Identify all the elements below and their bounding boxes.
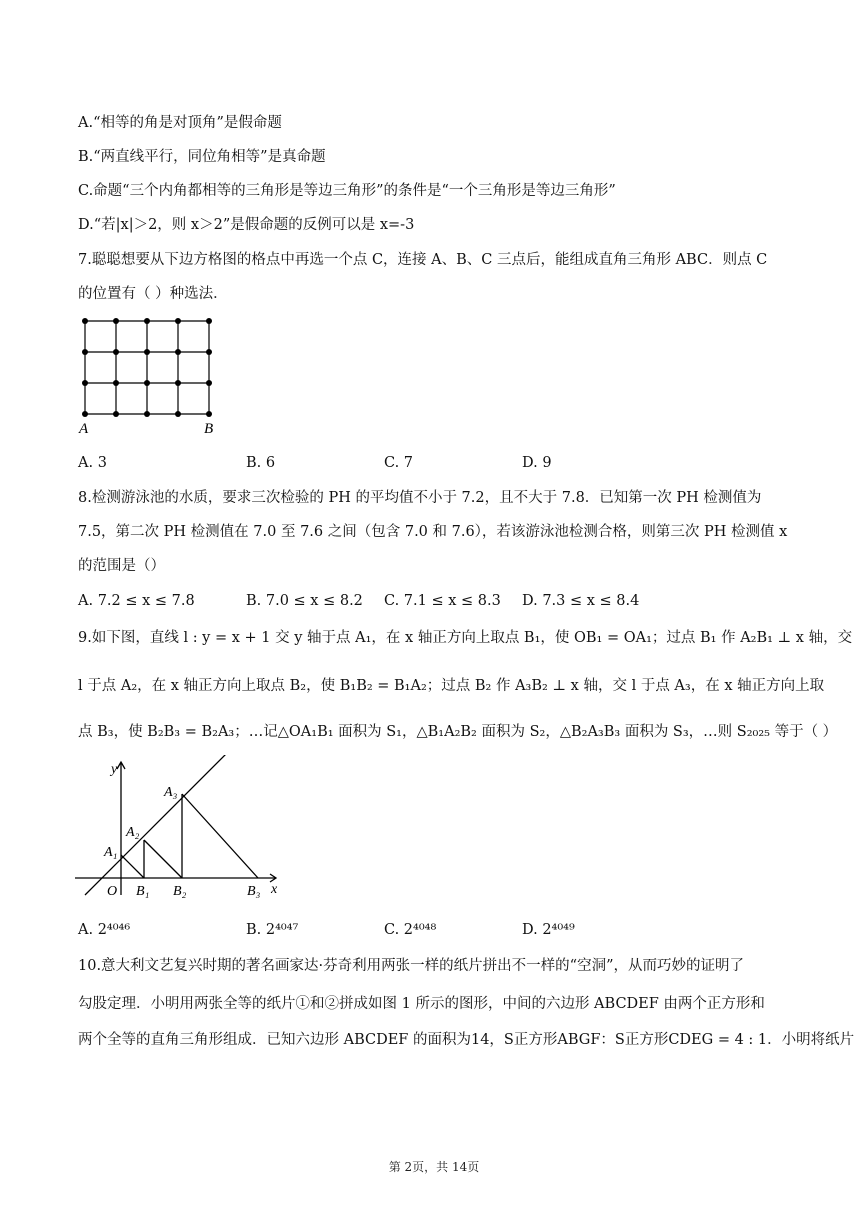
q8-stem-line2: 7.5，第二次 PH 检测值在 7.0 至 7.6 之间（包含 7.0 和 7.6），若该游泳池检测合格，则第三次 PH 检测值 x bbox=[78, 524, 788, 540]
q8-options bbox=[78, 591, 798, 611]
q9-options bbox=[78, 920, 798, 940]
q9-label-y: y bbox=[111, 762, 118, 777]
q9-option-c: C. 2⁴⁰⁴⁸ bbox=[384, 922, 437, 938]
q6-option-d: D.“若|x|＞2，则 x＞2”是假命题的反例可以是 x=-3 bbox=[78, 217, 415, 233]
q7-options bbox=[78, 453, 798, 473]
page-footer: 第 2页，共 14页 bbox=[388, 1160, 480, 1174]
q8-option-d: D. 7.3 ≤ x ≤ 8.4 bbox=[522, 593, 640, 609]
q10-stem-line2: 勾股定理．小明用两张全等的纸片①和②拼成如图 1 所示的图形，中间的六边形 ABCDEF 由两个正方形和 bbox=[78, 996, 765, 1012]
q9-label-b1: B₁ bbox=[136, 884, 150, 899]
q7-grid-figure bbox=[70, 312, 230, 437]
q7-option-b: B. 6 bbox=[246, 455, 276, 471]
q10-stem-line1: 10.意大利文艺复兴时期的著名画家达·芬奇利用两张一样的纸片拼出不一样的“空洞”，从而巧妙的证明了 bbox=[78, 958, 744, 974]
q8-stem-line1: 8.检测游泳池的水质，要求三次检验的 PH 的平均值不小于 7.2，且不大于 7.8．已知第一次 PH 检测值为 bbox=[78, 490, 762, 506]
q7-label-b: B bbox=[204, 421, 214, 437]
q7-option-d: D. 9 bbox=[522, 455, 552, 471]
q9-stem-line1: 9.如下图，直线 l : y = x + 1 交 y 轴于点 A₁，在 x 轴正方向上取点 B₁，使 OB₁ = OA₁；过点 B₁ 作 A₂B₁ ⊥ x 轴，交 bbox=[78, 630, 853, 646]
q7-stem-line2: 的位置有（ ）种选法． bbox=[78, 286, 228, 302]
q7-option-a: A. 3 bbox=[78, 455, 107, 471]
q9-coordinate-figure bbox=[75, 755, 290, 905]
q10-stem-line3: 两个全等的直角三角形组成．已知六边形 ABCDEF 的面积为14，S正方形ABGF：S正方形CDEG = 4 : 1．小明将纸片 bbox=[78, 1032, 855, 1048]
q9-label-o: O bbox=[107, 884, 118, 899]
q9-label-a1: A₁ bbox=[104, 845, 118, 860]
q9-label-b3: B₃ bbox=[247, 884, 261, 899]
q7-label-a: A bbox=[79, 421, 89, 437]
q9-stem-line3: 点 B₃，使 B₂B₃ = B₂A₃；…记△OA₁B₁ 面积为 S₁，△B₁A₂B₂ 面积为 S₂，△B₂A₃B₃ 面积为 S₃，…则 S₂₀₂₅ 等于（ ） bbox=[78, 724, 838, 740]
q7-stem-line1: 7.聪聪想要从下边方格图的格点中再选一个点 C，连接 A、B、C 三点后，能组成直角三角形 ABC．则点 C bbox=[78, 252, 768, 268]
q8-stem-line3: 的范围是（） bbox=[78, 558, 165, 574]
q8-option-b: B. 7.0 ≤ x ≤ 8.2 bbox=[246, 593, 363, 609]
q6-option-b: B.“两直线平行，同位角相等”是真命题 bbox=[78, 149, 326, 165]
q9-stem-line2: l 于点 A₂，在 x 轴正方向上取点 B₂，使 B₁B₂ = B₁A₂；过点 B₂ 作 A₃B₂ ⊥ x 轴，交 l 于点 A₃，在 x 轴正方向上取 bbox=[78, 678, 825, 694]
q7-option-c: C. 7 bbox=[384, 455, 414, 471]
q9-option-a: A. 2⁴⁰⁴⁶ bbox=[78, 922, 131, 938]
q8-option-a: A. 7.2 ≤ x ≤ 7.8 bbox=[78, 593, 195, 609]
q6-option-a: A.“相等的角是对顶角”是假命题 bbox=[78, 115, 282, 131]
q9-label-x: x bbox=[271, 882, 278, 897]
q6-option-c: C.命题“三个内角都相等的三角形是等边三角形”的条件是“一个三角形是等边三角形” bbox=[78, 183, 616, 199]
q9-label-a3: A₃ bbox=[164, 785, 178, 800]
q9-option-d: D. 2⁴⁰⁴⁹ bbox=[522, 922, 575, 938]
q8-option-c: C. 7.1 ≤ x ≤ 8.3 bbox=[384, 593, 501, 609]
q9-label-a2: A₂ bbox=[126, 825, 140, 840]
q9-label-b2: B₂ bbox=[173, 884, 187, 899]
q9-option-b: B. 2⁴⁰⁴⁷ bbox=[246, 922, 299, 938]
